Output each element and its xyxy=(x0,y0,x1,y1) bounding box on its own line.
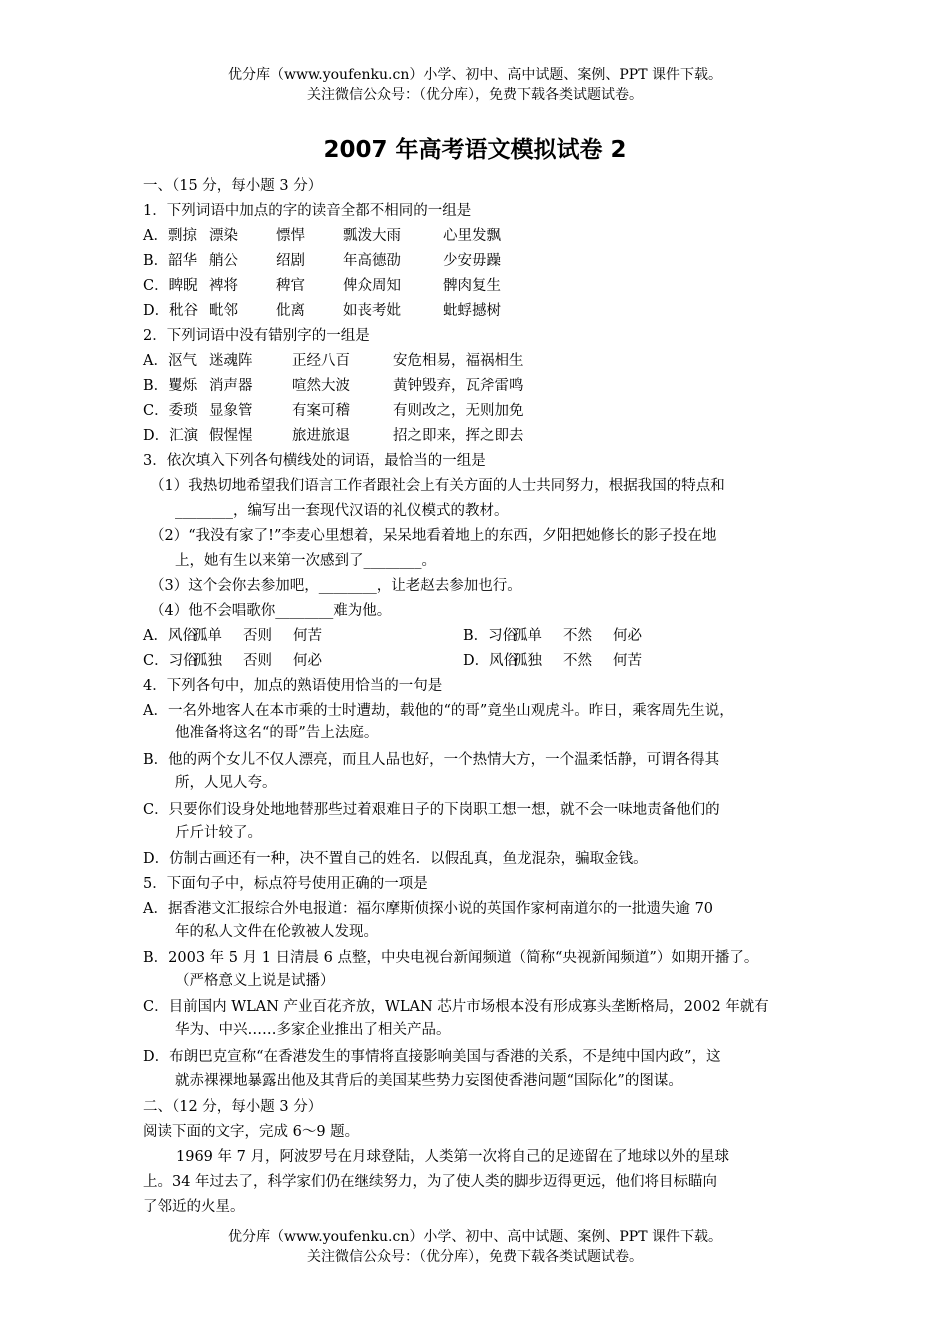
q1-c-w4: 俾众周知 xyxy=(343,278,401,294)
q1-b-w1: B．韶华 xyxy=(143,253,198,269)
section2-heading: 二、（12 分，每小题 3 分） xyxy=(143,1099,323,1115)
q3-sentence2-line1: （2）“我没有家了!”李麦心里想着，呆呆地看着地上的东西，夕阳把她修长的影子投在地 xyxy=(150,528,717,544)
q2-option-a xyxy=(143,351,524,371)
q2-d-w2: 假惺惺 xyxy=(209,428,253,444)
q3-a-w4: 何苦 xyxy=(293,628,322,644)
q1-b-w5: 少安毋躁 xyxy=(443,253,501,269)
passage-line2: 上。34 年过去了，科学家们仍在继续努力，为了使人类的脚步迈得更远，他们将目标瞄向 xyxy=(143,1174,718,1190)
q1-d-w5: 蚍蜉撼树 xyxy=(443,303,501,319)
passage-line1: 1969 年 7 月，阿波罗号在月球登陆，人类第一次将自己的足迹留在了地球以外的星球 xyxy=(176,1149,729,1165)
q3-a-w1: A．风俗 xyxy=(143,628,197,644)
q2-a-w2: 迷魂阵 xyxy=(209,353,253,369)
q3-d-w4: 何苦 xyxy=(613,653,642,669)
page-header-line1: 优分库（www.youfenku.cn）小学、初中、高中试题、案例、PPT 课件下载。 xyxy=(227,67,722,83)
page-footer-line1: 优分库（www.youfenku.cn）小学、初中、高中试题、案例、PPT 课件下载。 xyxy=(227,1229,722,1245)
q1-option-d xyxy=(143,301,501,321)
q3-b-w3: 不然 xyxy=(563,628,592,644)
q1-a-w3: 慓悍 xyxy=(276,228,305,244)
q3-option-b xyxy=(463,626,663,646)
q1-b-w3: 绍剧 xyxy=(276,253,305,269)
q3-option-c xyxy=(143,651,343,671)
q2-c-w3: 有案可稽 xyxy=(292,403,350,419)
q2-d-w4: 招之即来，挥之即去 xyxy=(393,428,524,444)
q3-b-w1: B．习俗 xyxy=(463,628,518,644)
q2-a-w1: A．沤气 xyxy=(143,353,197,369)
q3-sentence3: （3）这个会你去参加吧，________，让老赵去参加也行。 xyxy=(150,578,522,594)
q3-sentence4: （4）他不会唱歌你________难为他。 xyxy=(150,603,392,619)
q5-option-c-line2: 华为、中兴……多家企业推出了相关产品。 xyxy=(175,1022,451,1038)
q4-option-b-line2: 所，人见人夸。 xyxy=(175,775,277,791)
q3-b-w2: 孤单 xyxy=(513,628,542,644)
q3-option-a xyxy=(143,626,343,646)
q1-option-c xyxy=(143,276,501,296)
q1-a-w2: 漂染 xyxy=(209,228,238,244)
q3-a-w2: 孤单 xyxy=(193,628,222,644)
q3-c-w4: 何必 xyxy=(293,653,322,669)
q4-option-d: D．仿制古画还有一种，决不置自己的姓名．以假乱真，鱼龙混杂，骗取金钱。 xyxy=(143,851,648,867)
q4-option-c-line1: C．只要你们设身处地地替那些过着艰难日子的下岗职工想一想，就不会一味地责备他们的 xyxy=(143,802,720,818)
q2-b-w1: B．矍烁 xyxy=(143,378,198,394)
q1-c-w2: 裨将 xyxy=(209,278,238,294)
q3-c-w3: 否则 xyxy=(243,653,272,669)
page-footer-line2: 关注微信公众号：（优分库），免费下载各类试题试卷。 xyxy=(307,1249,643,1265)
q3-stem: 3．依次填入下列各句横线处的词语，最恰当的一组是 xyxy=(143,453,486,469)
q2-d-w3: 旅进旅退 xyxy=(292,428,350,444)
q3-sentence2-line2: 上，她有生以来第一次感到了________。 xyxy=(175,553,436,569)
q1-d-w1: D．秕谷 xyxy=(143,303,199,319)
q4-option-a-line1: A．一名外地客人在本市乘的士时遭劫，载他的“的哥”竟坐山观虎斗。昨日，乘客周先生说， xyxy=(143,703,734,719)
q3-c-w1: C．习俗 xyxy=(143,653,198,669)
q1-d-w3: 仳离 xyxy=(276,303,305,319)
q1-stem: 1．下列词语中加点的字的读音全都不相同的一组是 xyxy=(143,203,472,219)
q4-option-a-line2: 他准备将这名“的哥”告上法庭。 xyxy=(175,725,379,741)
q3-sentence1-line1: （1）我热切地希望我们语言工作者跟社会上有关方面的人士共同努力，根据我国的特点和 xyxy=(150,478,725,494)
q3-b-w4: 何必 xyxy=(613,628,642,644)
q5-option-b-line2: （严格意义上说是试播） xyxy=(175,973,335,989)
q5-option-d-line2: 就赤裸裸地暴露出他及其背后的美国某些势力妄图使香港问题“国际化”的图谋。 xyxy=(175,1073,683,1089)
q5-option-c-line1: C．目前国内 WLAN 产业百花齐放，WLAN 芯片市场根本没有形成寡头垄断格局，2002 年就有 xyxy=(143,999,769,1015)
q3-d-w2: 孤独 xyxy=(513,653,542,669)
q2-option-c xyxy=(143,401,524,421)
passage-line3: 了邻近的火星。 xyxy=(143,1199,245,1215)
q3-d-w3: 不然 xyxy=(563,653,592,669)
q2-c-w4: 有则改之，无则加免 xyxy=(393,403,524,419)
q5-option-a-line2: 年的私人文件在伦敦被人发现。 xyxy=(175,924,378,940)
q2-a-w4: 安危相易，福祸相生 xyxy=(393,353,524,369)
q2-a-w3: 正经八百 xyxy=(292,353,350,369)
q5-option-d-line1: D．布朗巴克宣称“在香港发生的事情将直接影响美国与香港的关系，不是纯中国内政”，这 xyxy=(143,1049,721,1065)
q1-d-w2: 毗邻 xyxy=(209,303,238,319)
q2-option-b xyxy=(143,376,524,396)
q1-c-w5: 髀肉复生 xyxy=(443,278,501,294)
q1-option-a xyxy=(143,226,501,246)
q1-a-w1: A．剽掠 xyxy=(143,228,197,244)
q1-b-w2: 艄公 xyxy=(209,253,238,269)
page-header-line2: 关注微信公众号：（优分库），免费下载各类试题试卷。 xyxy=(307,87,643,103)
q1-c-w3: 稗官 xyxy=(276,278,305,294)
q2-stem: 2．下列词语中没有错别字的一组是 xyxy=(143,328,370,344)
q4-option-b-line1: B．他的两个女儿不仅人漂亮，而且人品也好，一个热情大方，一个温柔恬静，可谓各得其 xyxy=(143,752,720,768)
q3-sentence1-line2: ________，编写出一套现代汉语的礼仪模式的教材。 xyxy=(175,503,509,519)
q1-d-w4: 如丧考妣 xyxy=(343,303,401,319)
q2-b-w2: 消声器 xyxy=(209,378,253,394)
document-title: 2007 年高考语文模拟试卷 2 xyxy=(323,137,627,163)
q1-a-w4: 瓢泼大雨 xyxy=(343,228,401,244)
q2-option-d xyxy=(143,426,524,446)
q1-a-w5: 心里发飘 xyxy=(443,228,501,244)
q2-d-w1: D．汇演 xyxy=(143,428,199,444)
section2-intro: 阅读下面的文字，完成 6～9 题。 xyxy=(143,1124,360,1140)
q3-c-w2: 孤独 xyxy=(193,653,222,669)
q3-option-d xyxy=(463,651,663,671)
q3-d-w1: D．风俗 xyxy=(463,653,519,669)
q2-c-w2: 显象管 xyxy=(209,403,253,419)
q4-option-c-line2: 斤斤计较了。 xyxy=(175,825,262,841)
q2-c-w1: C．委琐 xyxy=(143,403,198,419)
q1-option-b xyxy=(143,251,501,271)
q1-c-w1: C．睥睨 xyxy=(143,278,198,294)
q4-stem: 4．下列各句中，加点的熟语使用恰当的一句是 xyxy=(143,678,443,694)
q1-b-w4: 年高德劭 xyxy=(343,253,401,269)
section1-heading: 一、（15 分，每小题 3 分） xyxy=(143,178,323,194)
q2-b-w4: 黄钟毁弃，瓦斧雷鸣 xyxy=(393,378,524,394)
q5-option-b-line1: B．2003 年 5 月 1 日清晨 6 点整，中央电视台新闻频道（简称“央视新闻频道”）如期开播了。 xyxy=(143,950,759,966)
q5-option-a-line1: A．据香港文汇报综合外电报道：福尔摩斯侦探小说的英国作家柯南道尔的一批遗失逾 70 xyxy=(143,901,714,917)
q5-stem: 5．下面句子中，标点符号使用正确的一项是 xyxy=(143,876,428,892)
q3-a-w3: 否则 xyxy=(243,628,272,644)
q2-b-w3: 喧然大波 xyxy=(292,378,350,394)
